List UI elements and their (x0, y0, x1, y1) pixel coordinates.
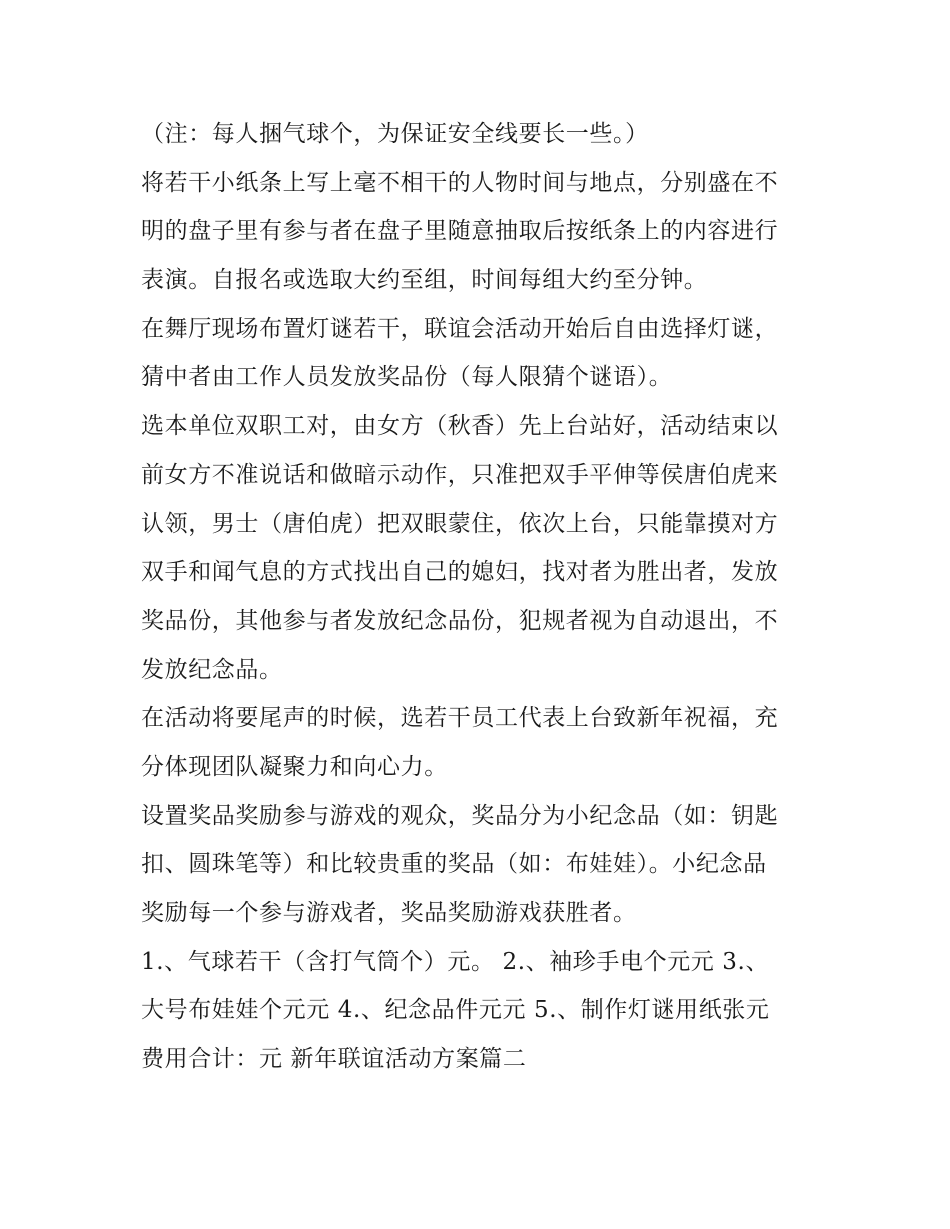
text-line: 奖品份，其他参与者发放纪念品份，犯规者视为自动退出，不 (141, 607, 779, 634)
text-line: 明的盘子里有参与者在盘子里随意抽取后按纸条上的内容进行 (141, 218, 779, 245)
text-line: 在活动将要尾声的时候，选若干员工代表上台致新年祝福，充 (141, 705, 779, 732)
text-line: 发放纪念品。 (141, 656, 283, 683)
text-line: 1.、气球若干（含打气筒个）元。 2.、袖珍手电个元元 3.、 (141, 948, 770, 975)
text-line: 表演。自报名或选取大约至组，时间每组大约至分钟。 (141, 267, 708, 294)
text-line: 双手和闻气息的方式找出自己的媳妇，找对者为胜出者，发放 (141, 559, 779, 586)
text-line: 猜中者由工作人员发放奖品份（每人限猜个谜语）。 (141, 364, 673, 391)
text-line: 认领，男士（唐伯虎）把双眼蒙住，依次上台，只能靠摸对方 (141, 510, 779, 537)
text-line: 设置奖品奖励参与游戏的观众，奖品分为小纪念品（如：钥匙 (141, 802, 779, 829)
text-line: 在舞厅现场布置灯谜若干，联谊会活动开始后自由选择灯谜， (141, 315, 779, 342)
text-line: （注：每人捆气球个，为保证安全线要长一些。） (141, 121, 649, 147)
text-line: 选本单位双职工对，由女方（秋香）先上台站好，活动结束以 (141, 413, 779, 440)
text-line: 将若干小纸条上写上毫不相干的人物时间与地点，分别盛在不 (141, 169, 779, 196)
text-line: 费用合计：元 新年联谊活动方案篇二 (141, 1046, 527, 1073)
text-line: 奖励每一个参与游戏者，奖品奖励游戏获胜者。 (141, 900, 637, 926)
text-line: 扣、圆珠笔等）和比较贵重的奖品（如：布娃娃）。小纪念品 (141, 851, 767, 878)
text-line: 前女方不准说话和做暗示动作，只准把双手平伸等侯唐伯虎来 (141, 461, 779, 488)
text-line: 大号布娃娃个元元 4.、纪念品件元元 5.、制作灯谜用纸张元 (141, 997, 770, 1024)
document-body (141, 110, 821, 1084)
text-line: 分体现团队凝聚力和向心力。 (141, 753, 448, 780)
